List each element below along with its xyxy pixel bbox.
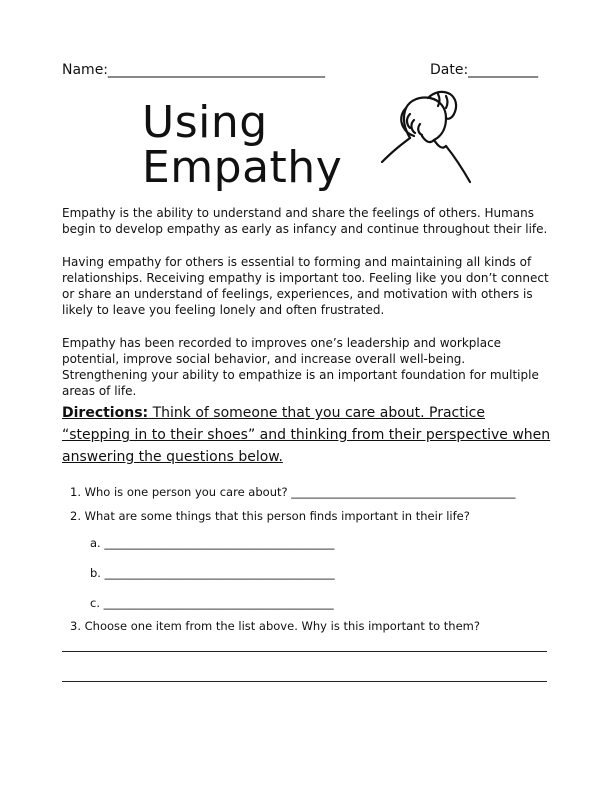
intro-paragraph: Empathy is the ability to understand and share the feelings of others. Humans begin to develop empathy as early as infancy and continue throughout their life. [62,206,548,236]
handshake-icon [380,84,472,184]
directions-label: Directions: [62,405,149,421]
directions-text: Think of someone that you care about. Practice “stepping in to their shoes” and thinking from their perspective when answering the questions below. [62,405,551,465]
question-2: 2. What are some things that this person finds important in their life? [70,509,470,523]
answer-line-b[interactable]: b. ________________________________________ [90,566,335,580]
page-title-line-2: Empathy [142,142,343,193]
answer-rule-2[interactable] [62,681,547,682]
answer-line-a[interactable]: a. ________________________________________ [90,536,335,550]
question-3: 3. Choose one item from the list above. Why is this important to them? [70,619,480,633]
relationships-paragraph: Having empathy for others is essential to forming and maintaining all kinds of relationships. Receiving empathy is important too. Feeling like you don’t connect or share an understand of feelings, experiences, and motivation with others is likely to leave you feeling lonely and often frustrated. [62,255,549,317]
benefits-paragraph: Empathy has been recorded to improves one’s leadership and workplace potential, improve social behavior, and increase overall well-being. Strengthening your ability to empathize is an important foundation for multiple areas of life. [62,336,539,398]
page-title-line-1: Using [142,97,268,148]
directions-block [62,402,552,468]
question-1[interactable]: 1. Who is one person you care about? _______________________________________ [70,485,516,499]
answer-rule-1[interactable] [62,651,547,652]
answer-line-c[interactable]: c. ________________________________________ [90,596,334,610]
name-field-label[interactable]: Name:_______________________________ [62,62,326,78]
date-field-label[interactable]: Date:__________ [430,62,539,78]
